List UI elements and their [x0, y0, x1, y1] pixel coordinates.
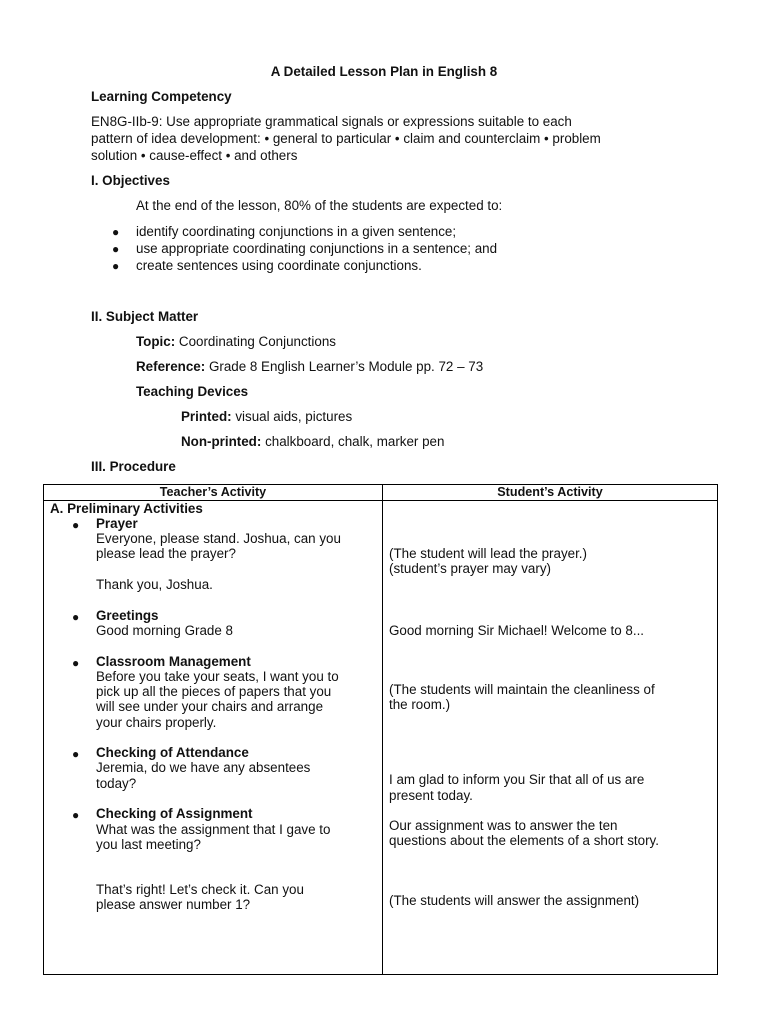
teacher-activity-cell [44, 501, 383, 975]
student-response-2: (student’s prayer may vary) [389, 561, 551, 576]
reference-label: Reference: [136, 359, 206, 374]
nonprinted-line [181, 434, 444, 450]
classroom-management-text-4: your chairs properly. [96, 715, 217, 730]
student-response-8: Our assignment was to answer the ten [389, 818, 618, 833]
procedure-heading: III. Procedure [91, 459, 176, 474]
student-response-3: Good morning Sir Michael! Welcome to 8... [389, 623, 645, 638]
nonprinted-label: Non-printed: [181, 434, 262, 449]
reference-line [136, 359, 483, 375]
student-response-5: the room.) [389, 697, 451, 712]
objective-item: ● create sentences using coordinate conjunctions. [112, 258, 422, 273]
prayer-title: Prayer [96, 516, 138, 531]
greetings-title: Greetings [96, 608, 159, 623]
section-label: A. Preliminary Activities [50, 501, 203, 516]
objective-item: ● use appropriate coordinating conjunctions in a sentence; and [112, 241, 498, 256]
printed-value: visual aids, pictures [235, 409, 353, 424]
objectives-intro: At the end of the lesson, 80% of the students are expected to: [136, 198, 503, 213]
assignment-text-1: What was the assignment that I gave to [96, 822, 331, 837]
procedure-table [43, 484, 718, 975]
objectives-list [112, 224, 498, 275]
teacher-column-header: Teacher’s Activity [44, 485, 383, 501]
attendance-title: Checking of Attendance [96, 745, 249, 760]
prayer-text-2: please lead the prayer? [96, 546, 236, 561]
competency-line-2: pattern of idea development: • general to particular • claim and counterclaim • problem [91, 131, 601, 146]
bullet-icon: ● [72, 518, 80, 532]
assignment-text-2: you last meeting? [96, 837, 201, 852]
assignment-text-4: please answer number 1? [96, 897, 251, 912]
student-response-10: (The students will answer the assignment) [389, 893, 640, 908]
bullet-icon: ● [72, 747, 80, 761]
competency-line-3: solution • cause-effect • and others [91, 148, 298, 163]
student-response-9: questions about the elements of a short story. [389, 833, 659, 848]
attendance-text-2: today? [96, 776, 137, 791]
bullet-icon: ● [72, 656, 80, 670]
printed-line [181, 409, 352, 425]
objectives-heading: I. Objectives [91, 173, 170, 188]
classroom-management-text-2: pick up all the pieces of papers that you [96, 684, 332, 699]
topic-value: Coordinating Conjunctions [178, 334, 336, 349]
competency-line-1: EN8G-IIb-9: Use appropriate grammatical signals or expressions suitable to each [91, 114, 572, 129]
table-row [44, 501, 718, 975]
topic-label: Topic: [136, 334, 176, 349]
student-response-7: present today. [389, 788, 473, 803]
reference-value: Grade 8 English Learner’s Module pp. 72 – 73 [208, 359, 484, 374]
printed-label: Printed: [181, 409, 232, 424]
topic-line [136, 334, 336, 350]
bullet-icon: ● [112, 259, 120, 273]
prayer-text-1: Everyone, please stand. Joshua, can you [96, 531, 341, 546]
student-response-1: (The student will lead the prayer.) [389, 546, 587, 561]
student-response-4: (The students will maintain the cleanliness of [389, 682, 655, 697]
greetings-text: Good morning Grade 8 [96, 623, 233, 638]
student-activity-cell [383, 501, 718, 975]
classroom-management-text-1: Before you take your seats, I want you to [96, 669, 339, 684]
student-response-6: I am glad to inform you Sir that all of us are [389, 772, 645, 787]
classroom-management-text-3: will see under your chairs and arrange [96, 699, 324, 714]
assignment-title: Checking of Assignment [96, 806, 253, 821]
objective-item: ● identify coordinating conjunctions in a given sentence; [112, 224, 457, 239]
bullet-icon: ● [72, 808, 80, 822]
assignment-text-3: That’s right! Let’s check it. Can you [96, 882, 304, 897]
subject-matter-heading: II. Subject Matter [91, 309, 199, 324]
student-column-header: Student’s Activity [383, 485, 718, 501]
teaching-devices-heading: Teaching Devices [136, 384, 249, 399]
prayer-text-3: Thank you, Joshua. [96, 577, 213, 592]
attendance-text-1: Jeremia, do we have any absentees [96, 760, 311, 775]
table-header-row [44, 485, 718, 501]
classroom-management-title: Classroom Management [96, 654, 251, 669]
competency-heading: Learning Competency [91, 89, 232, 104]
nonprinted-value: chalkboard, chalk, marker pen [265, 434, 445, 449]
bullet-icon: ● [72, 610, 80, 624]
bullet-icon: ● [112, 225, 120, 239]
document-title: A Detailed Lesson Plan in English 8 [270, 64, 498, 79]
bullet-icon: ● [112, 242, 120, 256]
